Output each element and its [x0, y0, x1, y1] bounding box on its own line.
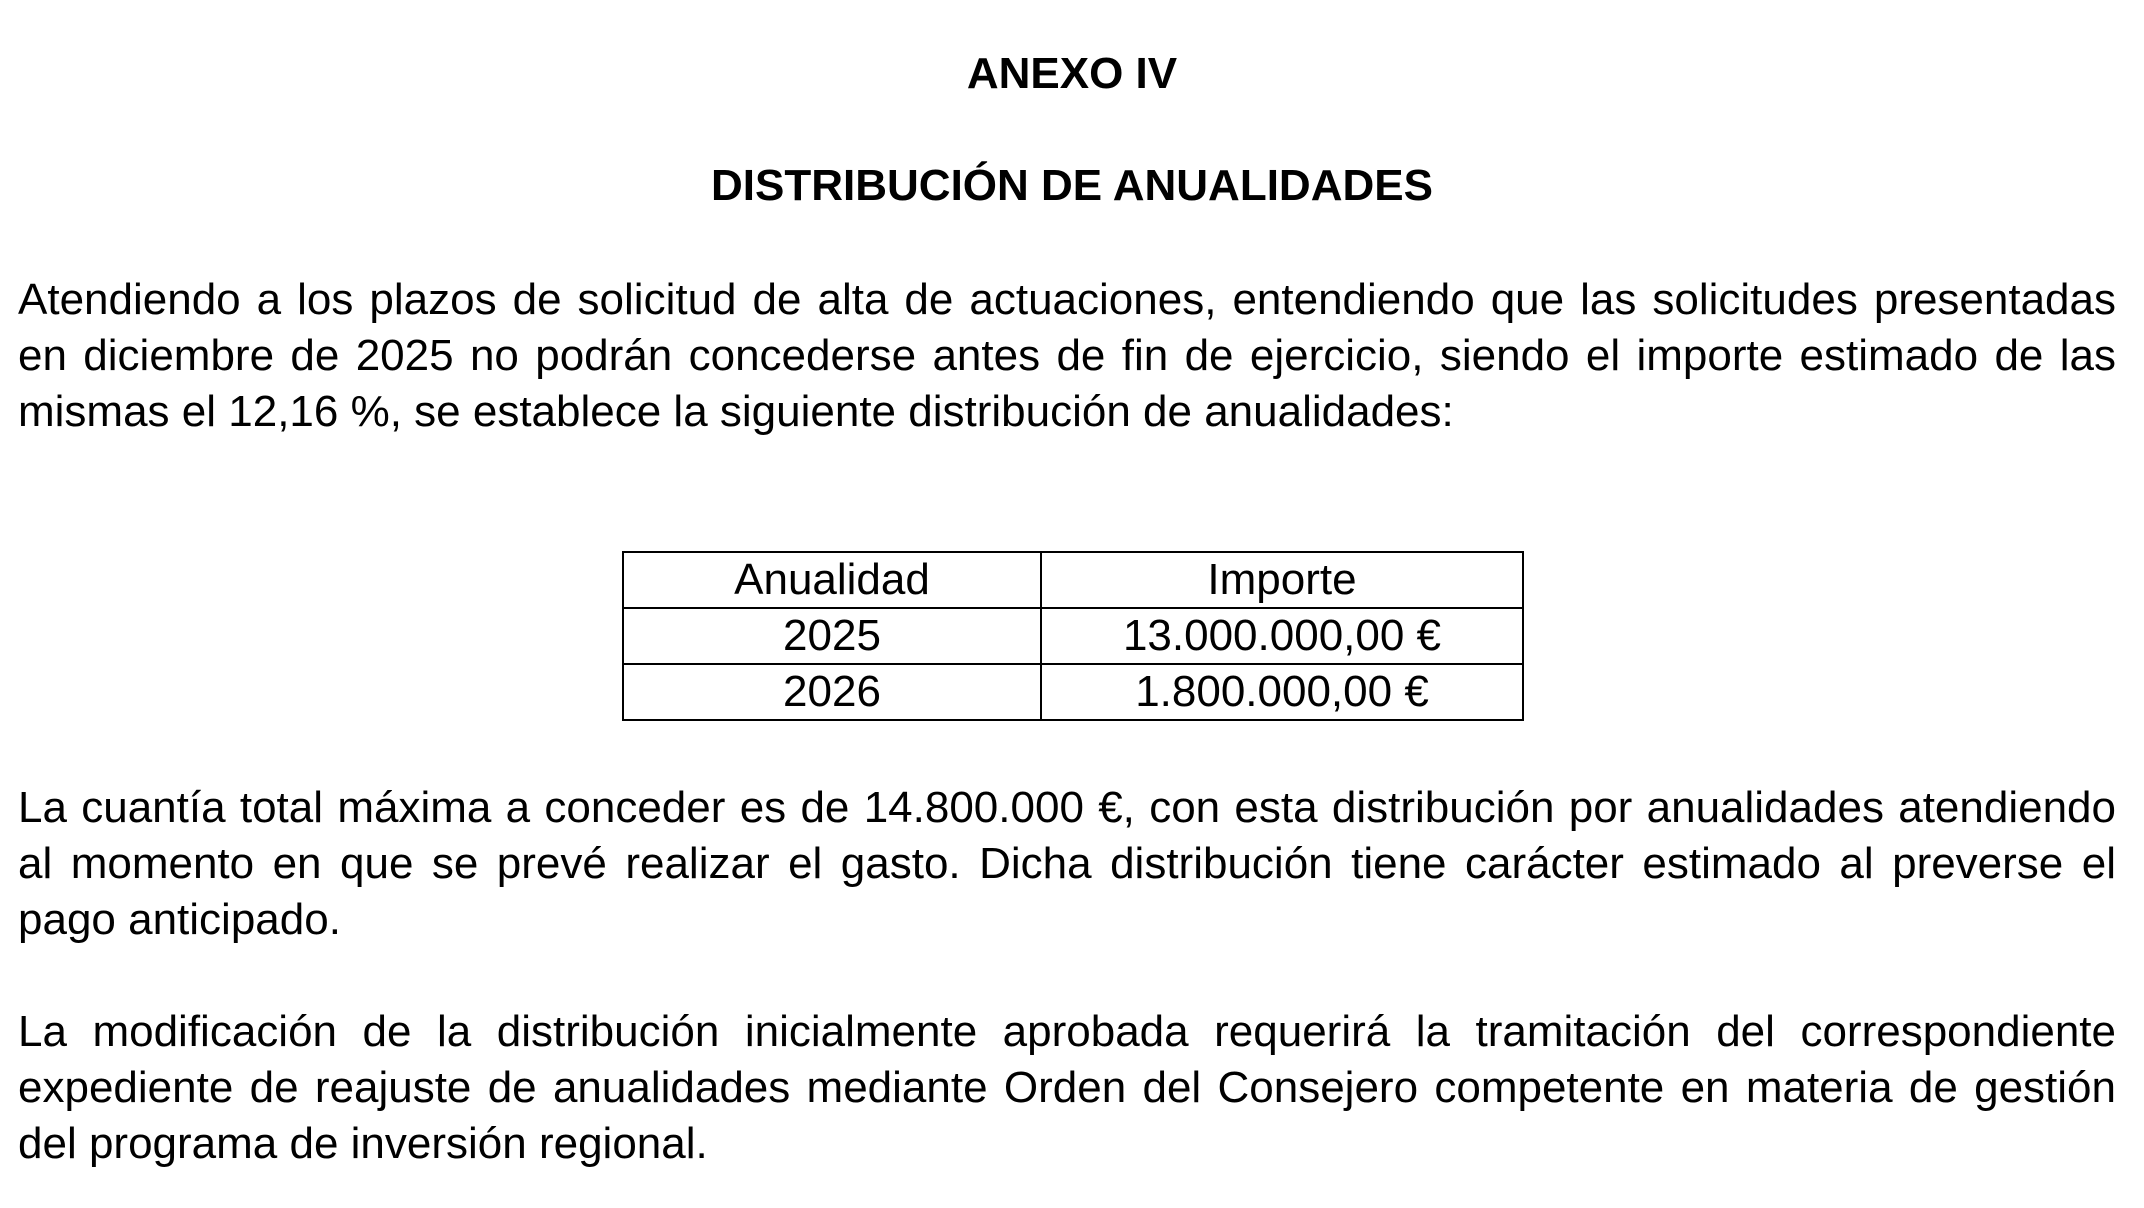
annex-title: ANEXO IV	[966, 49, 1178, 98]
cell-amount: 1.800.000,00 €	[1041, 664, 1523, 720]
table-row	[623, 664, 1523, 720]
section-title: DISTRIBUCIÓN DE ANUALIDADES	[711, 161, 1433, 210]
intro-paragraph: Atendiendo a los plazos de solicitud de alta de actuaciones, entendiendo que las solicitudes presentadas en diciembre de 2025 no podrán concederse antes de fin de ejercicio, siendo el importe estimado de las mismas el 12,16 %, se establece la siguiente distribución de anualidades:	[18, 275, 2116, 436]
header-anualidad: Anualidad	[623, 552, 1041, 608]
cell-year: 2025	[623, 608, 1041, 664]
table-row	[623, 608, 1523, 664]
annuities-table	[622, 551, 1524, 721]
total-amount-paragraph: La cuantía total máxima a conceder es de 14.800.000 €, con esta distribución por anualidades atendiendo al momento en que se prevé realizar el gasto. Dicha distribución tiene carácter estimado al preverse el pago anticipado.	[18, 783, 2116, 944]
header-importe: Importe	[1041, 552, 1523, 608]
table-header-row	[623, 552, 1523, 608]
cell-amount: 13.000.000,00 €	[1041, 608, 1523, 664]
modification-paragraph: La modificación de la distribución inicialmente aprobada requerirá la tramitación del correspondiente expediente de reajuste de anualidades mediante Orden del Consejero competente en materia de gestión del programa de inversión regional.	[18, 1007, 2116, 1168]
cell-year: 2026	[623, 664, 1041, 720]
